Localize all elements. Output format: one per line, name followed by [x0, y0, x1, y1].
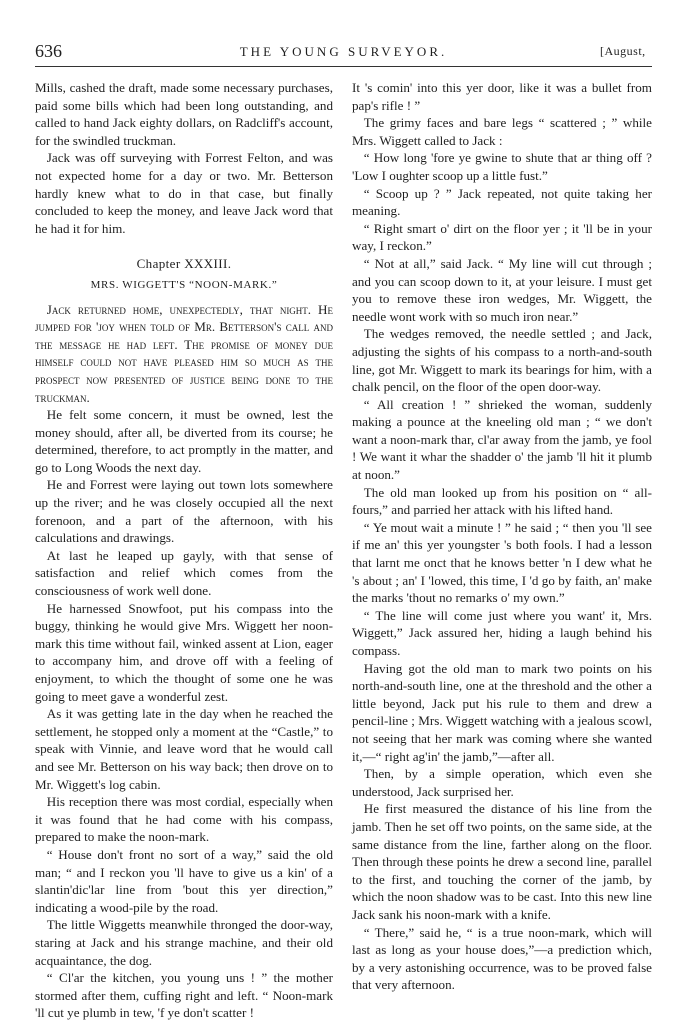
paragraph: As it was getting late in the day when he reached the settlement, he stopped only a moment at the “Castle,” to speak with Vinnie, and leave word that he would call and see Mr. Betterson on his way back; then drove on to Mr. Wiggett's log cabin.	[35, 706, 333, 792]
paragraph: His reception there was most cordial, especially when it was found that he had come with his compass, prepared to make the noon-mark.	[35, 794, 333, 845]
paragraph: The little Wiggetts meanwhile thronged the door-way, staring at Jack and his strange machine, and their old acquaintance, the dog.	[35, 917, 333, 968]
chapter-heading: Chapter XXXIII.	[136, 256, 232, 272]
paragraph: “ Scoop up ? ” Jack repeated, not quite taking her meaning.	[352, 185, 652, 219]
paragraph: The grimy faces and bare legs “ scattered ; ” while Mrs. Wiggett called to Jack :	[352, 115, 652, 148]
paragraph: He felt some concern, it must be owned, lest the money should, after all, be diverted from its course; he determined, therefore, to act promptly in the matter, and go to Long Woods the next day.	[35, 407, 333, 475]
running-title: THE YOUNG SURVEYOR.	[239, 44, 448, 59]
paragraph: Jack returned home, unexpectedly, that night. He jumped for 'joy when told of Mr. Betterson's call and the message he had left. The promise of money due himself could not have pleased him so much as the prospect now presented of justice being done to the truckman.	[35, 301, 333, 405]
paragraph: The wedges removed, the needle settled ; and Jack, adjusting the sights of his compass to a north-and-south line, got Mr. Wiggett to mark its bearings for him, with a chalk pencil, on the floor of the open door-way.	[352, 326, 652, 395]
paragraph: “ Right smart o' dirt on the floor yer ; it 'll be in your way, I reckon.”	[352, 220, 652, 254]
right-column	[352, 79, 652, 994]
paragraph: “ The line will come just where you want' it, Mrs. Wiggett,” Jack assured her, hiding a laugh behind his compass.	[352, 607, 652, 658]
paragraph: He and Forrest were laying out town lots somewhere up the river; and he was closely occupied all the next forenoon, and a part of the afternoon, with his calculations and drawings.	[35, 477, 333, 546]
paragraph: “ Ye mout wait a minute ! ” he said ; “ then you 'll see if me an' this yer youngster 's both fools. I had a lesson that larnt me onct that he knows better 'n I dew what he 's about ; an' I 'lowed, this time, I 'd go by faith, an' make the marks 'thout no remarks o' my own.”	[352, 519, 652, 606]
paragraph: Having got the old man to mark two points on his north-and-south line, one at the threshold and the other a little beyond, Jack put his rule to them and drew a pencil-line ; Mrs. Wiggett watching with a jealous scowl, not seeing that her mark was coming where she wanted it,—“ right ag'in' the jamb,”—after all.	[352, 660, 652, 764]
paragraph: “ How long 'fore ye gwine to shute that ar thing off ? 'Low I oughter scoop up a little fust.”	[352, 150, 652, 183]
paragraph: He first measured the distance of his line from the jamb. Then he set off two points, on the same side, at the same distance from the line, farther along on the floor. Then through these points he drew a second line, parallel to the first, and touching the corner of the jamb, by which the noon shadow was to be cast. Into this new line Jack sank his noon-mark with a knife.	[352, 801, 652, 922]
page-number: 636	[35, 41, 62, 61]
header-rule	[35, 66, 652, 67]
issue-month: [August,	[600, 44, 646, 58]
running-header	[0, 0, 687, 60]
paragraph: It 's comin' into this yer door, like it was a bullet from pap's rifle ! ”	[352, 80, 652, 113]
paragraph: Jack was off surveying with Forrest Felton, and was not expected home for a day or two. Mr. Betterson hardly knew what to do in that case, but finally concluded to keep the money, and leave Jack word that he had it for him.	[35, 150, 333, 236]
paragraph: Then, by a simple operation, which even she understood, Jack surprised her.	[352, 766, 652, 799]
paragraph: “ There,” said he, “ is a true noon-mark, which will last as long as your house does,”—a prediction which, by a very astonishing occurrence, was to be proved false that very afternoon.	[352, 924, 652, 993]
paragraph: “ Cl'ar the kitchen, you young uns ! ” the mother stormed after them, cuffing right and left. “ Noon-mark 'll cut ye plumb in tew, 'f ye don't scatter !	[35, 970, 333, 1021]
paragraph: He harnessed Snowfoot, put his compass into the buggy, thinking he would give Mrs. Wiggett her noon-mark this time without fail, winked assent at Lion, eager to accompany him, and drove off with a feeling of enjoyment, to which the thought of some one he was going to meet gave a wonderful zest.	[35, 600, 333, 704]
paragraph: At last he leaped up gayly, with that sense of satisfaction and relief which comes from the consciousness of work well done.	[35, 547, 333, 599]
paragraph: The old man looked up from his position on “ all-fours,” and parried her attack with his lifted hand.	[352, 484, 652, 518]
chapter-title: MRS. WIGGETT'S “NOON-MARK.”	[90, 278, 278, 291]
paragraph: Mills, cashed the draft, made some necessary purchases, paid some bills which had been long outstanding, and called to hand Jack eighty dollars, on Radcliff's account, for the swindled truckman.	[35, 80, 333, 148]
paragraph: “ All creation ! ” shrieked the woman, suddenly making a pounce at the kneeling old man ; “ we don't want a noon-mark thar, cl'ar away from the jamb, ye fool ! We want it whar the shadder o' the jamb 'll hit it plumb at noon.”	[352, 396, 652, 483]
left-column	[35, 79, 333, 1022]
paragraph: “ Not at all,” said Jack. “ My line will cut through ; and you can scoop down to it, at your leisure. I must get you to remove these iron wedges, Mr. Wiggett, the needle wont work with so much iron near.”	[352, 255, 652, 324]
paragraph: “ House don't front no sort of a way,” said the old man; “ and I reckon you 'll have to give us a kin' of a slantin'dic'lar line from 'bout this yer direction,” indicating a wood-pile by the road.	[35, 846, 333, 915]
